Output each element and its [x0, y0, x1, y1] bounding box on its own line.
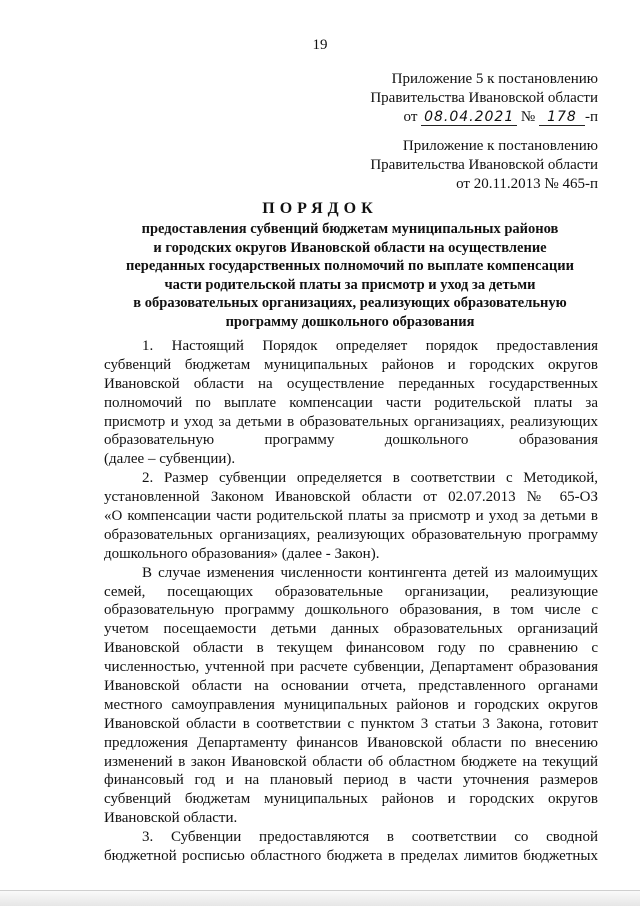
subtitle-line: части родительской платы за присмотр и уход за детьми	[164, 276, 536, 293]
page-number: 19	[312, 37, 328, 53]
annex-original-line2: Правительства Ивановской области	[370, 157, 598, 173]
subtitle-line: предоставления субвенций бюджетам муниципальных районов	[141, 221, 559, 237]
subtitle-line: переданных государственных полномочий по выплате компенсации	[126, 258, 574, 275]
body-line: (далее – субвенции).	[104, 451, 236, 468]
body-line: финансовый год и на плановый период в части уточнения размеров	[104, 772, 598, 789]
body-line: Ивановской области.	[104, 810, 238, 827]
subtitle-line: в образовательных организациях, реализующих образовательную	[133, 295, 567, 312]
body-line: образовательную программу дошкольного образования, в том числе с	[104, 602, 598, 619]
subtitle-line: программу дошкольного образования	[225, 313, 475, 330]
body-line: полномочий по выплате компенсации части родительской платы за	[104, 394, 598, 411]
body-line: «О компенсации части родительской платы за присмотр и уход за детьми в	[104, 508, 598, 525]
body-line: Ивановской области в соответствии с пунктом 3 статьи 3 Закона, готовит	[104, 715, 598, 732]
annex-5-from-label: от	[403, 109, 418, 125]
body-line: присмотр и уход за детьми в образовательных организациях, реализующих	[104, 413, 598, 430]
body-line: Ивановской области на осуществление переданных государственных	[104, 375, 598, 392]
body-line: 3. Субвенции предоставляются в соответствии со сводной	[142, 829, 598, 846]
annex-5-suffix: -п	[584, 109, 598, 125]
body-line: образовательных организациях, реализующих образовательную программу	[104, 526, 598, 543]
annex-5-header	[370, 70, 598, 127]
document-title: ПОРЯДОК	[262, 200, 378, 217]
annex-original-line3: от 20.11.2013 № 465-п	[456, 176, 598, 192]
body-line: численностью, учтенной при расчете субвенции, Департамент образования	[104, 659, 598, 676]
subtitle-line: и городских округов Ивановской области на осуществление	[153, 239, 547, 256]
body-line: Ивановской области на основании отчета, представленного органами	[104, 678, 598, 695]
annex-5-date-line	[370, 108, 598, 127]
annex-original-line1: Приложение к постановлению	[402, 138, 598, 154]
body-line: установленной Законом Ивановской области от 02.07.2013 № 65-ОЗ	[104, 489, 598, 506]
body-line: учетом посещаемости детьми данных образовательных организаций	[104, 621, 598, 638]
handwritten-date: 08.04.2021	[421, 110, 517, 126]
body-line: предложения Департаменту финансов Ивановской области по внесению	[104, 734, 598, 751]
body-line: субвенций бюджетам муниципальных районов и городских округов	[104, 791, 598, 808]
scan-bottom-edge	[0, 890, 640, 906]
body-line: Ивановской области в текущем финансовом году по сравнению с	[104, 640, 598, 657]
body-line: дошкольного образования» (далее - Закон).	[104, 545, 380, 562]
body-line: семей, посещающих образовательные организации, реализующие	[104, 583, 598, 600]
document-subtitle	[100, 220, 600, 332]
body-line: 2. Размер субвенции определяется в соответствии с Методикой,	[142, 470, 598, 487]
annex-5-line2: Правительства Ивановской области	[370, 90, 598, 106]
body-line: субвенций бюджетам муниципальных районов и городских округов	[104, 356, 598, 373]
body-line: изменений в закон Ивановской области об областном бюджете на текущий	[104, 753, 598, 770]
body-line: В случае изменения численности контингента детей из малоимущих	[142, 564, 598, 581]
handwritten-number: 178	[539, 110, 585, 126]
annex-5-line1: Приложение 5 к постановлению	[391, 71, 598, 87]
body-line: образовательную программу дошкольного образования	[104, 432, 598, 449]
document-body	[104, 337, 598, 866]
body-line: местного самоуправления муниципальных районов и городских округов	[104, 696, 598, 713]
body-line: 1. Настоящий Порядок определяет порядок предоставления	[142, 338, 598, 354]
body-line: бюджетной росписью областного бюджета в пределах лимитов бюджетных	[104, 848, 598, 865]
annex-5-number-label: №	[520, 109, 536, 125]
annex-original-header	[370, 137, 598, 194]
